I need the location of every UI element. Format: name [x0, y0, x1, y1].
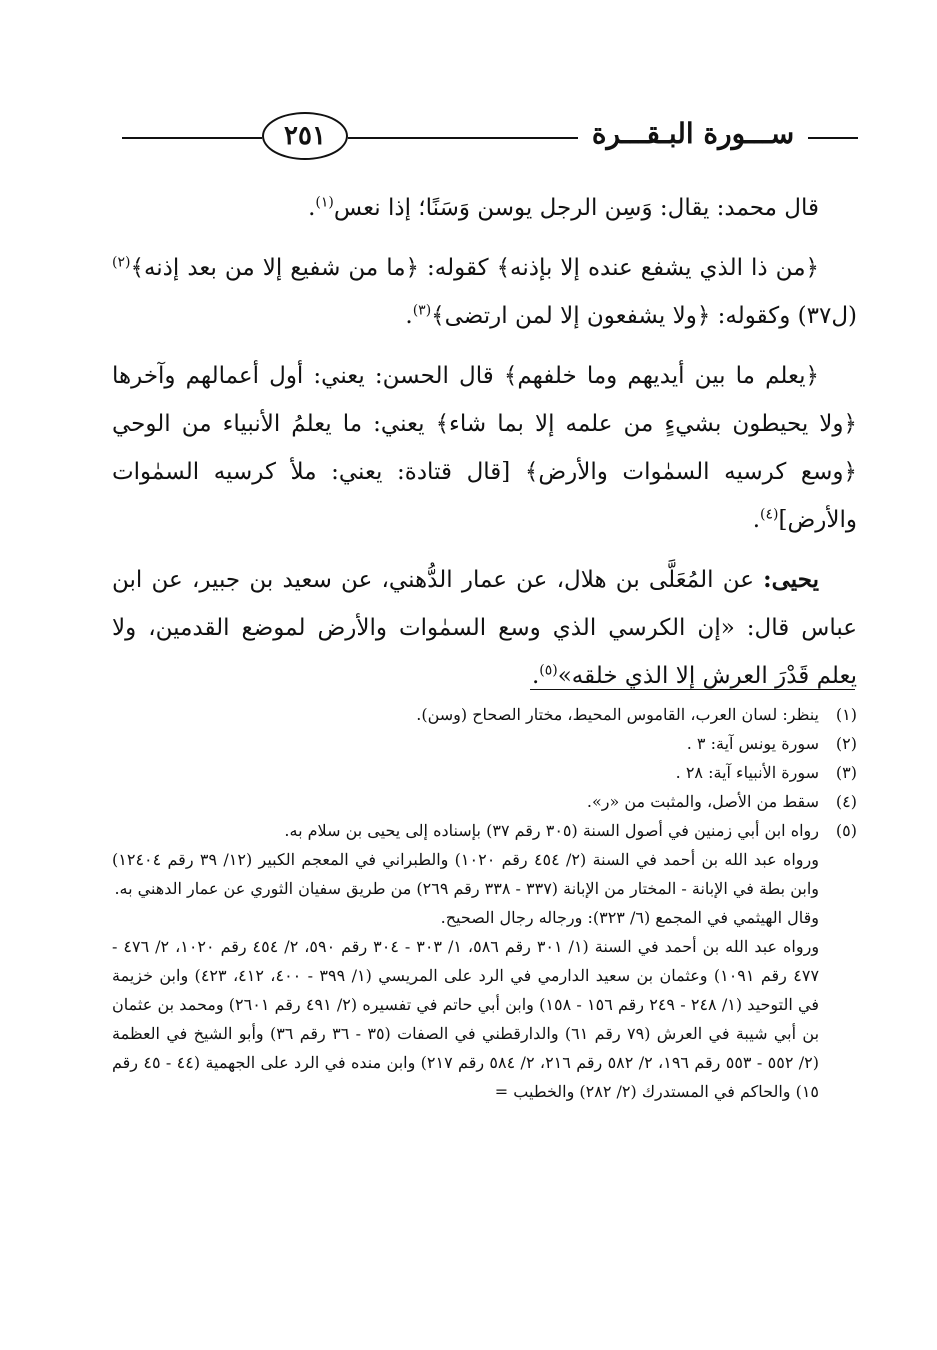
footnote-2 [112, 729, 857, 758]
footnote-number: (٤) [835, 792, 857, 811]
footnote-line: سورة الأنبياء آية: ٢٨ . [675, 763, 819, 782]
footnote-line: ينظر: لسان العرب، القاموس المحيط، مختار الصحاح (وسن). [416, 705, 819, 724]
main-text [112, 184, 857, 712]
footnote-text [112, 816, 819, 1106]
page-header [112, 104, 857, 164]
footnote-text [112, 729, 819, 758]
footnote-5 [112, 816, 857, 1106]
footnote-line: وقال الهيثمي في المجمع (٦/ ٣٢٣): ورجاله رجال الصحيح. [440, 908, 819, 927]
surah-title: ســـورة البـقـــرة [591, 117, 795, 150]
footnote-line: رواه ابن أبي زمنين في أصول السنة (٣٠٥ رقم ٣٧) بإسناده إلى يحيى بن سلام به. [284, 821, 819, 840]
footnote-number: (٥) [835, 821, 857, 840]
footnote-line: سورة يونس آية: ٣ . [686, 734, 819, 753]
paragraph-2-text-b: (ل٣٧) وكقوله: ﴿ولا يشفعون إلا لمن ارتضى﴾ [431, 303, 857, 329]
footnote-1 [112, 700, 857, 729]
paragraph-3-text: ﴿يعلم ما بين أيديهم وما خلفهم﴾ قال الحسن: يعني: أول أعمالهم وآخرها ﴿ولا يحيطون بشيءٍ من علمه إلا بما شاء﴾ يعني: ما يعلمُ الأنبياء من الوحي ﴿وسع كرسيه السمٰوات والأرض﴾ [قال قتادة: يعني: ملأ كرسيه السمٰوات والأرض] [112, 363, 857, 533]
paragraph-2 [112, 244, 857, 340]
paragraph-1 [112, 184, 857, 232]
footnote-4 [112, 787, 857, 816]
footnote-line: ورواه عبد الله بن أحمد في السنة (١/ ٣٠١ رقم ٥٨٦، ١/ ٣٠٣ - ٣٠٤ رقم ٥٩٠، ٢/ ٤٥٤ رقم ١٠٢٠، ٢/ ٤٧٦ - ٤٧٧ رقم ١٠٩١) وعثمان بن سعيد الدارمي في الرد على المريسي (١/ ٣٩٩ - ٤٠٠، ٤١٢، ٤٢٣) وابن خزيمة في التوحيد (١/ ٢٤٨ - ٢٤٩ رقم ١٥٦ - ١٥٨) وابن أبي حاتم في تفسيره (٢/ ٤٩١ رقم ٢٦٠١) ومحمد بن عثمان بن أبي شيبة في العرش (٧٩ رقم ٦١) والدارقطني في الصفات (٣٥ - ٣٦ رقم ٣٦) وأبو الشيخ في العظمة (٢/ ٥٥٢ - ٥٥٣ رقم ١٩٦، ٢/ ٥٨٢ رقم ٢١٦، ٢/ ٥٨٤ رقم ٢١٧) وابن منده في الرد على الجهمية (٤٤ - ٤٥ رقم ١٥) والحاكم في المستدرك (٢/ ٢٨٢) والخطيب = [112, 937, 820, 1101]
paragraph-2-text-a: ﴿من ذا الذي يشفع عنده إلا بإذنه﴾ كقوله: ﴿ما من شفيع إلا من بعد إذنه﴾ [130, 255, 819, 281]
footnote-ref-3: (٣) [412, 302, 432, 319]
footnotes [112, 700, 857, 1106]
header-rule-right [808, 137, 858, 139]
paragraph-2-end: . [405, 303, 413, 329]
footnote-3 [112, 758, 857, 787]
footnote-line: ورواه عبد الله بن أحمد في السنة (٢/ ٤٥٤ رقم ١٠٢٠) والطبراني في المعجم الكبير (١٢/ ٣٩ رقم ١٢٤٠٤) وابن بطة في الإبانة - المختار من الإبانة (٣٣٧ - ٣٣٨ رقم ٢٦٩) من طريق سفيان الثوري عن عمار الدهني به. [112, 850, 819, 898]
footnote-text [112, 787, 819, 816]
paragraph-1-end: . [308, 195, 316, 221]
paragraph-1-text: قال محمد: يقال: وَسِن الرجل يوسن وَسَنًا؛ إذا نعس [333, 195, 819, 221]
paragraph-4-text: عن المُعَلَّى بن هلال، عن عمار الدُّهني، عن سعيد بن جبير، عن ابن عباس قال: «إن الكرسي الذي وسع السمٰوات والأرض لموضع القدمين، ولا يعلم قَدْرَ العرش إلا الذي خلقه» [112, 567, 857, 689]
footnote-number: (٢) [835, 734, 857, 753]
paragraph-3 [112, 352, 857, 544]
footnote-ref-2: (٢) [112, 254, 131, 271]
footnote-number: (١) [835, 705, 857, 724]
paragraph-4-speaker: يحيى: [763, 566, 819, 593]
footnote-text [112, 758, 819, 787]
footnote-separator [530, 689, 855, 690]
header-rule-left [122, 137, 262, 139]
paragraph-4 [112, 556, 857, 700]
footnote-ref-5: (٥) [539, 662, 558, 679]
footnote-text [112, 700, 819, 729]
footnote-ref-1: (١) [315, 194, 334, 211]
paragraph-4-end: . [531, 663, 540, 689]
paragraph-3-end: . [752, 507, 761, 533]
header-rule-middle [348, 137, 578, 139]
footnote-number: (٣) [835, 763, 857, 782]
footnote-ref-4: (٤) [760, 506, 779, 523]
footnote-line: سقط من الأصل، والمثبت من «ر». [586, 792, 819, 811]
page-number: ٢٥١ [262, 112, 348, 160]
